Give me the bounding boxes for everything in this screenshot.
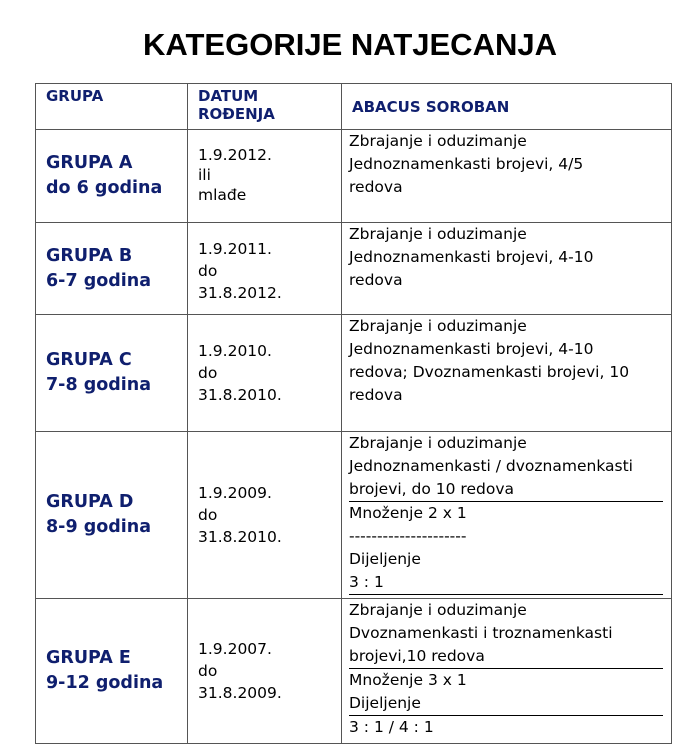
date-line: 1.9.2011. bbox=[198, 240, 272, 258]
group-age: 6-7 godina bbox=[46, 270, 152, 291]
date-cell bbox=[188, 223, 342, 315]
date-line: mlađe bbox=[198, 186, 247, 204]
description-cell bbox=[342, 599, 672, 744]
group-name: GRUPA D bbox=[46, 492, 134, 512]
group-age: 7-8 godina bbox=[46, 375, 152, 395]
date-line: do bbox=[198, 262, 218, 280]
header-group: GRUPA bbox=[36, 84, 188, 130]
table-row-b bbox=[36, 223, 672, 315]
description-line: Dvoznamenkasti i troznamenkasti bbox=[349, 624, 613, 642]
table-row-e bbox=[36, 599, 672, 744]
date-cell bbox=[188, 432, 342, 599]
date-cell bbox=[188, 599, 342, 744]
date-line: do bbox=[198, 662, 218, 680]
date-line: 31.8.2009. bbox=[198, 684, 282, 702]
date-line: 1.9.2009. bbox=[198, 484, 272, 502]
description-line: Dijeljenje bbox=[349, 550, 421, 568]
header-abacus: ABACUS SOROBAN bbox=[342, 84, 672, 130]
group-name: GRUPA E bbox=[46, 648, 131, 668]
description-cell bbox=[342, 130, 672, 223]
description-line: Jednoznamenkasti / dvoznamenkasti bbox=[349, 457, 633, 475]
header-birthdate bbox=[188, 84, 342, 130]
table-row-d bbox=[36, 432, 672, 599]
table-row-c bbox=[36, 315, 672, 432]
description-line: Zbrajanje i oduzimanje bbox=[349, 434, 527, 452]
date-line: 31.8.2012. bbox=[198, 284, 282, 302]
group-name: GRUPA B bbox=[46, 245, 133, 266]
group-cell bbox=[36, 432, 188, 599]
group-name: GRUPA C bbox=[46, 350, 132, 370]
group-cell bbox=[36, 599, 188, 744]
description-cell bbox=[342, 223, 672, 315]
group-age: do 6 godina bbox=[46, 178, 163, 198]
description-line: Dijeljenje bbox=[349, 692, 663, 716]
description-line: Množenje 2 x 1 bbox=[349, 504, 467, 522]
description-line: brojevi,10 redova bbox=[349, 645, 663, 669]
date-line: 1.9.2010. bbox=[198, 342, 272, 360]
description-line: --------------------- bbox=[349, 527, 467, 545]
description-line: 3 : 1 / 4 : 1 bbox=[349, 718, 434, 736]
description-line: redova bbox=[349, 386, 403, 404]
date-line: 1.9.2007. bbox=[198, 640, 272, 658]
page-title: KATEGORIJE NATJECANJA bbox=[143, 27, 557, 62]
table-header-row bbox=[36, 84, 672, 130]
date-cell bbox=[188, 130, 342, 223]
group-cell bbox=[36, 315, 188, 432]
group-age: 9-12 godina bbox=[46, 673, 164, 693]
header-birthdate-line2: ROĐENJA bbox=[198, 105, 275, 123]
group-cell bbox=[36, 130, 188, 223]
description-cell bbox=[342, 315, 672, 432]
description-cell bbox=[342, 432, 672, 599]
date-line: ili bbox=[198, 166, 211, 184]
description-line: Jednoznamenkasti brojevi, 4/5 bbox=[349, 155, 584, 173]
description-line: Množenje 3 x 1 bbox=[349, 671, 467, 689]
group-name: GRUPA A bbox=[46, 153, 133, 173]
date-line: 1.9.2012. bbox=[198, 146, 272, 164]
description-line: brojevi, do 10 redova bbox=[349, 478, 663, 502]
description-line: Zbrajanje i oduzimanje bbox=[349, 317, 527, 335]
categories-table bbox=[35, 83, 672, 744]
group-cell bbox=[36, 223, 188, 315]
description-line: Zbrajanje i oduzimanje bbox=[349, 601, 527, 619]
description-line: Jednoznamenkasti brojevi, 4-10 bbox=[349, 248, 594, 266]
group-age: 8-9 godina bbox=[46, 517, 152, 537]
date-cell bbox=[188, 315, 342, 432]
date-line: do bbox=[198, 506, 218, 524]
description-line: Zbrajanje i oduzimanje bbox=[349, 225, 527, 243]
header-birthdate-line1: DATUM bbox=[198, 87, 259, 105]
description-line: Zbrajanje i oduzimanje bbox=[349, 132, 527, 150]
description-line: redova bbox=[349, 178, 403, 196]
description-line: redova bbox=[349, 271, 403, 289]
description-line: Jednoznamenkasti brojevi, 4-10 bbox=[349, 340, 594, 358]
table-row-a bbox=[36, 130, 672, 223]
date-line: do bbox=[198, 364, 218, 382]
date-line: 31.8.2010. bbox=[198, 386, 282, 404]
date-line: 31.8.2010. bbox=[198, 528, 282, 546]
description-line: redova; Dvoznamenkasti brojevi, 10 bbox=[349, 363, 630, 381]
description-line: 3 : 1 bbox=[349, 571, 663, 595]
